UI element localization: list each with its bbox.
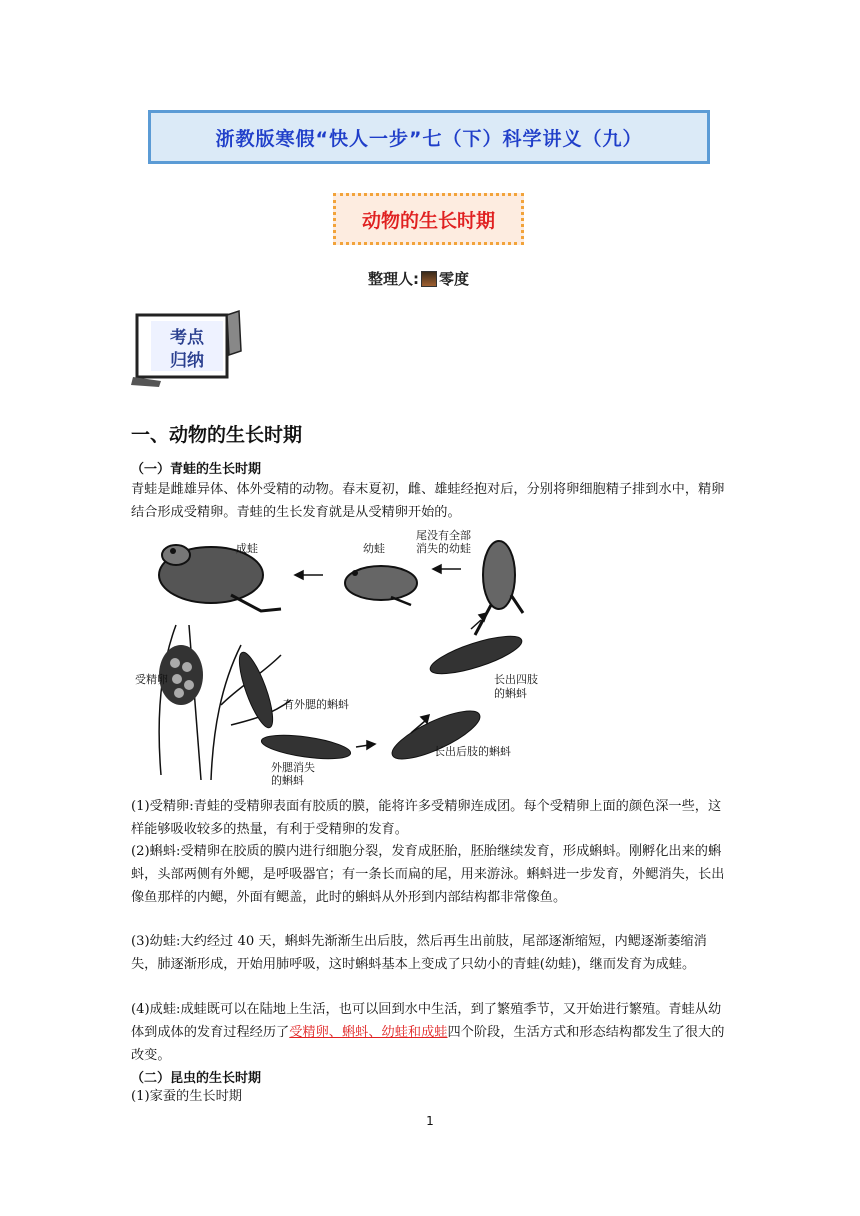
label-four-limbs-1: 长出四肢 [494,673,538,686]
label-hind-limbs: 长出后肢的蝌蚪 [434,745,511,758]
adult-frog-illustration [159,545,281,611]
tadpole-hind-limbs [387,702,486,768]
label-tail-1: 尾没有全部 [416,529,471,542]
subsection-heading-insect: （二）昆虫的生长时期 [131,1071,262,1086]
tadpole-gills-gone [260,731,352,763]
label-adult: 成蛙 [236,542,258,555]
organizer-line [368,268,469,289]
label-ext-gill: 有外腮的蝌蚪 [283,698,349,711]
silkworm-item: (1)家蚕的生长时期 [131,1089,242,1104]
label-gill-gone-2: 的蝌蚪 [271,774,304,787]
organizer-label: 整理人: [368,270,419,288]
key-points-badge-icon [131,311,243,387]
topic-title: 动物的生长时期 [361,209,495,232]
frog-life-cycle-figure [131,525,538,787]
document-title: 浙教版寒假“快人一步”七（下）科学讲义（九） [215,127,643,150]
subsection-heading-frog: （一）青蛙的生长时期 [131,462,262,477]
page-number: 1 [426,1114,434,1128]
topic-box [333,193,524,245]
stages-highlight: 受精卵、蝌蚪、幼蛙和成蛙 [289,1025,448,1040]
title-box [148,110,710,164]
paragraph-adult-b: 四个阶段，生活方式和形态结构都发生了很大的改变。 [131,1025,725,1063]
organizer-name: 零度 [439,270,470,288]
organizer-avatar-icon [421,271,437,287]
badge-line2: 归纳 [170,351,204,371]
paragraph-tadpole: (2)蝌蚪:受精卵在胶质的膜内进行细胞分裂，发育成胚胎，胚胎继续发育，形成蝌蚪。刚孵化出来的蝌蚪，头部两侧有外鳃，是呼吸器官；有一条长而扁的尾，用来游泳。蝌蚪进一步发育，外鳃消失，长出像鱼那样的内鳃，外面有鳃盖，此时的蝌蚪从外形到内部结构都非常像鱼。 [131,844,725,905]
paragraph-adult [131,998,731,1067]
label-froglet: 幼蛙 [363,542,385,555]
tailed-froglet-illustration [475,541,523,635]
label-egg: 受精卵 [135,673,168,686]
paragraph-froglet: (3)幼蛙:大约经过 40 天，蝌蚪先渐渐生出后肢，然后再生出前肢，尾部逐渐缩短，内鳃逐渐萎缩消失，肺逐渐形成，开始用肺呼吸，这时蝌蚪基本上变成了只幼小的青蛙(幼蛙)，继而发育为成蛙。 [131,934,707,972]
label-gill-gone-1: 外腮消失 [271,761,315,774]
label-four-limbs-2: 的蝌蚪 [494,687,527,700]
froglet-illustration [345,566,417,605]
badge-line1: 考点 [170,328,204,348]
paragraph-adult-a: (4)成蛙:成蛙既可以在陆地上生活，也可以回到水中生活，到了繁殖季节，又开始进行繁殖。青蛙从幼体到成体的发育过程经历了 [131,1002,722,1040]
paragraph-egg: (1)受精卵:青蛙的受精卵表面有胶质的膜，能将许多受精卵连成团。每个受精卵上面的颜色深一些，这样能够吸收较多的热量，有利于受精卵的发育。 [131,799,722,837]
section-heading: 一、动物的生长时期 [131,424,303,446]
intro-paragraph: 青蛙是雌雄异体、体外受精的动物。春末夏初，雌、雄蛙经抱对后，分别将卵细胞精子排到水中，精卵结合形成受精卵。青蛙的生长发育就是从受精卵开始的。 [131,482,725,520]
label-tail-2: 消失的幼蛙 [416,542,471,555]
